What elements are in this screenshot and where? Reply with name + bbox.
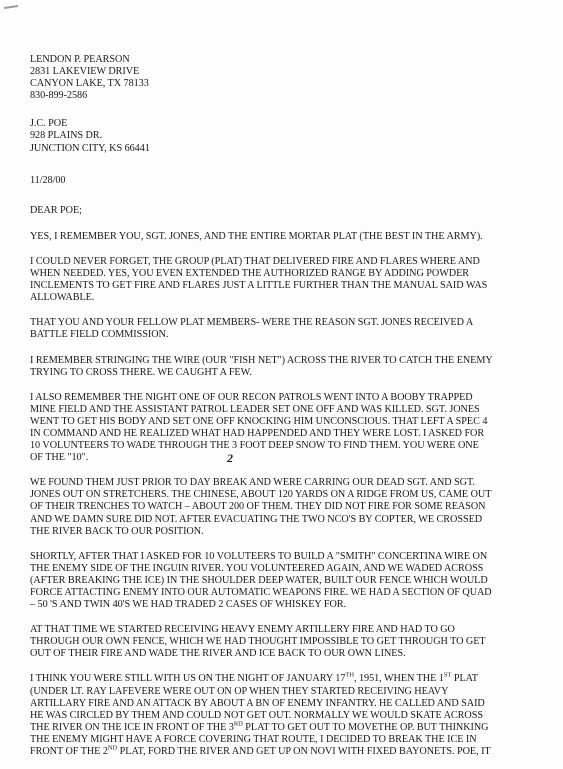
paragraph-line: AND WE DAMN SURE DID NOT. AFTER EVACUATING THE TWO NCO'S BY COPTER, WE CROSSED (30, 513, 483, 525)
line-text: THE ENEMY MIGHT HAVE A FORCE COVERING THAT ROUTE, I DECIDED TO BREAK THE ICE IN (30, 733, 477, 745)
recipient-city: JUNCTION CITY, KS 66441 (30, 142, 150, 154)
line-text: I THINK YOU WERE STILL WITH US ON THE NIGHT OF JANUARY 17 (30, 673, 346, 685)
paragraph-line (30, 673, 550, 685)
paragraph-line: INCLEMENTS TO GET FIRE AND FLARES JUST A LITTLE FURTHER THAN THE MANUAL SAID WAS (30, 280, 488, 292)
sender-phone: 830-899-2586 (30, 90, 88, 102)
paragraph-line: WHEN NEEDED. YES, YOU EVEN EXTENDED THE AUTHORIZED RANGE BY ADDING POWDER (30, 268, 469, 280)
paragraph-line: AT THAT TIME WE STARTED RECEIVING HEAVY ENEMY ARTILLERY FIRE AND HAD TO GO (30, 624, 455, 636)
paragraph (30, 624, 550, 660)
sender-street: 2831 LAKEVIEW DRIVE (30, 66, 140, 78)
line-text: , 1951, WHEN THE 1 (353, 673, 444, 685)
sender-address (30, 54, 550, 102)
recipient-name: J.C. POE (30, 118, 68, 130)
paragraph-line: WENT TO GET HIS BODY AND SET ONE OFF KNOCKING HIM UNCONSCIOUS. THAT LEFT A SPEC 4 (30, 415, 488, 427)
sender-city: CANYON LAKE, TX 78133 (30, 78, 149, 90)
paragraph (30, 392, 550, 465)
paragraph-line: THE RIVER BACK TO OUR POSITION. (30, 525, 204, 537)
paragraph-line: ALLOWABLE. (30, 292, 95, 304)
paragraph-line: OUT OF THEIR FIRE AND WADE THE RIVER AND ICE BACK TO OUR OWN LINES. (30, 648, 406, 660)
paragraph-line: JONES OUT ON STRETCHERS. THE CHINESE, ABOUT 120 YARDS ON A RIDGE FROM US, CAME OUT (30, 489, 492, 501)
scan-mark (4, 5, 18, 9)
line-text: FRONT OF THE 2 (30, 746, 108, 758)
paragraph-line: OF THEIR TRENCHES TO WATCH – ABOUT 200 OF THEM. THEY DID NOT FIRE FOR SOME REASON (30, 501, 486, 513)
ordinal-suffix: TH (345, 672, 354, 680)
letter-date: 11/28/00 (30, 174, 66, 186)
paragraph-line: WE FOUND THEM JUST PRIOR TO DAY BREAK AND WERE CARRING OUR DEAD SGT. AND SGT. (30, 477, 475, 489)
paragraph-line: THROUGH OUR OWN FENCE, WHICH WE HAD THOUGHT IMPOSSIBLE TO GET THROUGH TO GET (30, 636, 486, 648)
salutation: DEAR POE; (30, 204, 82, 216)
paragraph (30, 256, 550, 304)
line-text: PLAT TO GET OUT TO MOVETHE OP. BUT THINKING (242, 721, 489, 733)
paragraph-line: (AFTER BREAKING THE ICE) IN THE SHOULDER DEEP WATER, BUILT OUR FENCE WHICH WOULD (30, 574, 488, 586)
paragraph (30, 477, 550, 537)
paragraph-line (30, 698, 550, 710)
last-paragraph (30, 673, 550, 758)
paragraph-line: I COULD NEVER FORGET, THE GROUP (PLAT) THAT DELIVERED FIRE AND FLARES WHERE AND (30, 255, 480, 267)
handwritten-correction: 2 (227, 451, 233, 465)
paragraphs (30, 231, 550, 661)
paragraph-line (30, 686, 550, 698)
recipient-street: 928 PLAINS DR. (30, 130, 103, 142)
paragraph-line (30, 722, 550, 734)
line-text: ARTILLARY FIRE AND AN ATTACK BY ABOUT A BN OF ENEMY INFANTRY. HE CALLED AND SAID (30, 697, 485, 709)
paragraph-line (30, 710, 550, 722)
paragraph-line: BATTLE FIELD COMMISSION. (30, 329, 169, 341)
paragraph-line: I REMEMBER STRINGING THE WIRE (OUR "FISH NET") ACROSS THE RIVER TO CATCH THE ENEMY (30, 354, 493, 366)
ordinal-suffix: RD (233, 720, 243, 728)
paragraph-line: SHORTLY, AFTER THAT I ASKED FOR 10 VOLUTEERS TO BUILD A "SMITH" CONCERTINA WIRE ON (30, 550, 488, 562)
paragraph-line: MINE FIELD AND THE ASSISTANT PATROL LEADER SET ONE OFF AND WAS KILLED. SGT. JONES (30, 403, 480, 415)
paragraph (30, 231, 550, 243)
line-text: HE WAS CIRCLED BY THEM AND COULD NOT GET OUT. NORMALLY WE WOULD SKATE ACROSS (30, 709, 483, 721)
letter-body (30, 54, 550, 758)
paragraph (30, 551, 550, 611)
paragraph-line: THAT YOU AND YOUR FELLOW PLAT MEMBERS- WERE THE REASON SGT. JONES RECEIVED A (30, 317, 474, 329)
paragraph (30, 355, 550, 379)
line-text: PLAT (451, 673, 478, 685)
paragraph-line (30, 746, 550, 758)
paragraph-line: FORCE ATTACTING ENEMY INTO OUR AUTOMATIC WEAPONS FIRE. WE HAD A SECTION OF QUAD (30, 587, 492, 598)
ordinal-suffix: ST (443, 672, 452, 680)
paragraph (30, 317, 550, 341)
paragraph-line: OF THE "10". (30, 452, 89, 464)
ordinal-suffix: ND (107, 744, 118, 752)
paragraph-line: TRYING TO CROSS THERE. WE CAUGHT A FEW. (30, 366, 252, 378)
paragraph-line: I ALSO REMEMBER THE NIGHT ONE OF OUR RECON PATROLS WENT INTO A BOOBY TRAPPED (30, 391, 473, 403)
paragraph-line: – 50 'S AND TWIN 40'S WE HAD TRADED 2 CASES OF WHISKEY FOR. (30, 599, 346, 611)
paragraph-line: YES, I REMEMBER YOU, SGT. JONES, AND THE ENTIRE MORTAR PLAT (THE BEST IN THE ARMY). (30, 230, 483, 242)
paragraph-line: 10 VOLUNTEERS TO WADE THROUGH THE 3 FOOT DEEP SNOW TO FIND THEM. YOU WERE ONE (30, 440, 479, 452)
line-text: PLAT, FORD THE RIVER AND GET UP ON NOVI WITH FIXED BAYONETS. POE, IT (117, 746, 491, 758)
recipient-address (30, 118, 550, 154)
line-text: (UNDER LT. RAY LAFEVERE WERE OUT ON OP WHEN THEY STARTED RECEIVING HEAVY (30, 685, 449, 697)
line-text: THE RIVER ON THE ICE IN FRONT OF THE 3 (30, 721, 234, 733)
sender-name: LENDON P. PEARSON (30, 54, 130, 65)
paragraph-line: IN COMMAND AND HE REALIZED WHAT HAD HAPPENDED AND THEY WERE LOST. I ASKED FOR (30, 427, 485, 439)
paragraph-line: THE ENEMY SIDE OF THE INGUIN RIVER. YOU VOLUNTEERED AGAIN, AND WE WADED ACROSS (30, 562, 484, 574)
